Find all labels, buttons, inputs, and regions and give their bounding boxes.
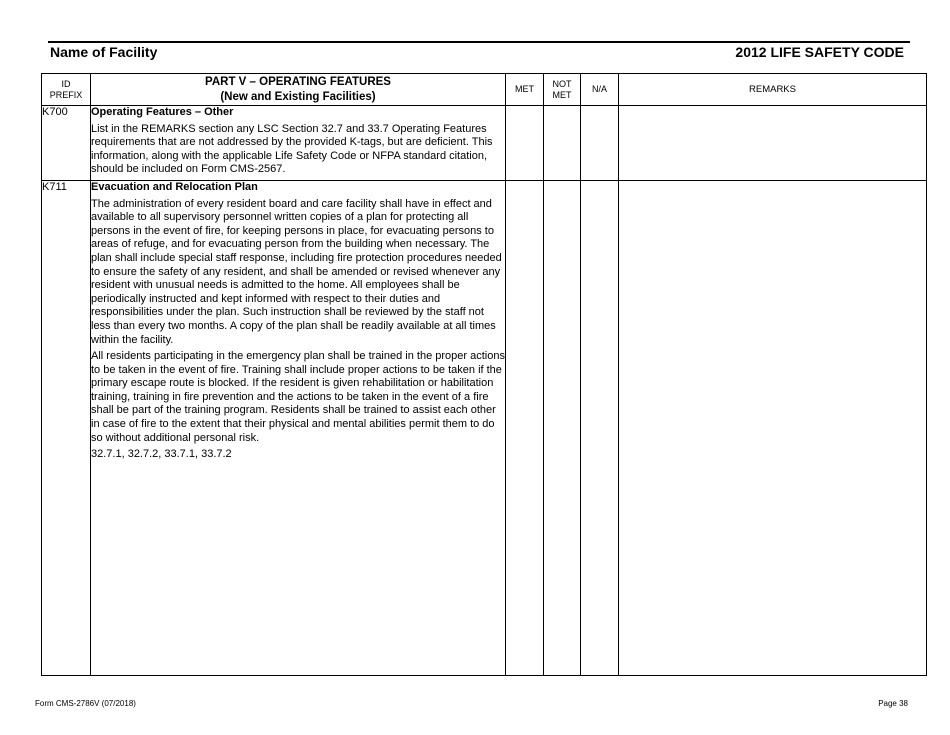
row-id: K700 (42, 106, 91, 181)
row-id: K711 (42, 180, 91, 675)
requirement-description (91, 106, 506, 181)
table-row-k700 (42, 106, 927, 181)
requirement-citations: 32.7.1, 32.7.2, 33.7.1, 33.7.2 (91, 448, 232, 461)
met-checkbox-cell[interactable] (506, 180, 544, 675)
table-header-row (42, 74, 927, 106)
life-safety-code-title: 2012 LIFE SAFETY CODE (735, 44, 904, 60)
requirement-paragraph: The administration of every resident board and care facility shall have in effect and available to all supervisory personnel written copies of a plan for protecting all persons in the event of fire, for keeping persons in place, for evacuating persons to areas of refuge, and for evacuating person from the building when necessary. The plan shall include special staff response, including fire protection procedures needed to ensure the safety of any resident, and shall be amended or revised whenever any resident with unusual needs is admitted to the home. All employees shall be periodically instructed and kept informed with respect to their duties and responsibilities under the plan. Such instruction shall be reviewed by the staff not less than every two months. A copy of the plan shall be readily available at all times within the facility. (91, 197, 502, 346)
na-checkbox-cell[interactable] (581, 106, 619, 181)
remarks-header: REMARKS (619, 74, 927, 106)
table-row-k711 (42, 180, 927, 675)
operating-features-table (41, 73, 927, 676)
remarks-cell[interactable] (619, 106, 927, 181)
id-prefix-header (42, 74, 91, 106)
met-header: MET (506, 74, 544, 106)
not-met-header-line1: NOT (552, 78, 572, 89)
id-prefix-header-line2: PREFIX (49, 89, 83, 100)
met-checkbox-cell[interactable] (506, 106, 544, 181)
requirement-paragraph: List in the REMARKS section any LSC Section 32.7 and 33.7 Operating Features requirements that are not addressed by the provided K-tags, but are deficient. This information, along with the applicable Life Safety Code or NFPA standard citation, should be included on Form CMS-2567. (91, 122, 493, 176)
requirement-description (91, 180, 506, 675)
not-met-checkbox-cell[interactable] (544, 180, 581, 675)
part-header-line1: PART V – OPERATING FEATURES (205, 75, 391, 88)
header-rule (48, 41, 910, 43)
part-header (91, 74, 506, 106)
remarks-cell[interactable] (619, 180, 927, 675)
requirement-paragraph: All residents participating in the emergency plan shall be trained in the proper actions to be taken in the event of fire. Training shall include proper actions to be taken if the primary escape route is blocked. If the resident is given rehabilitation or habilitation training, training in fire prevention and the actions to be taken in the event of a fire shall be part of the training program. Residents shall be trained to assist each other in case of fire to the extent that their physical and mental abilities permit them to do so without additional personal risk. (91, 350, 505, 444)
page-number: Page 38 (878, 699, 908, 708)
requirement-title: Operating Features – Other (91, 106, 234, 118)
not-met-checkbox-cell[interactable] (544, 106, 581, 181)
facility-name-label: Name of Facility (50, 44, 158, 60)
not-met-header (544, 74, 581, 106)
na-checkbox-cell[interactable] (581, 180, 619, 675)
id-prefix-header-line1: ID (61, 78, 71, 89)
not-met-header-line2: MET (552, 89, 572, 100)
requirement-title: Evacuation and Relocation Plan (91, 180, 258, 193)
na-header: N/A (581, 74, 619, 106)
form-number: Form CMS-2786V (07/2018) (35, 699, 136, 708)
part-header-line2: (New and Existing Facilities) (220, 90, 376, 103)
